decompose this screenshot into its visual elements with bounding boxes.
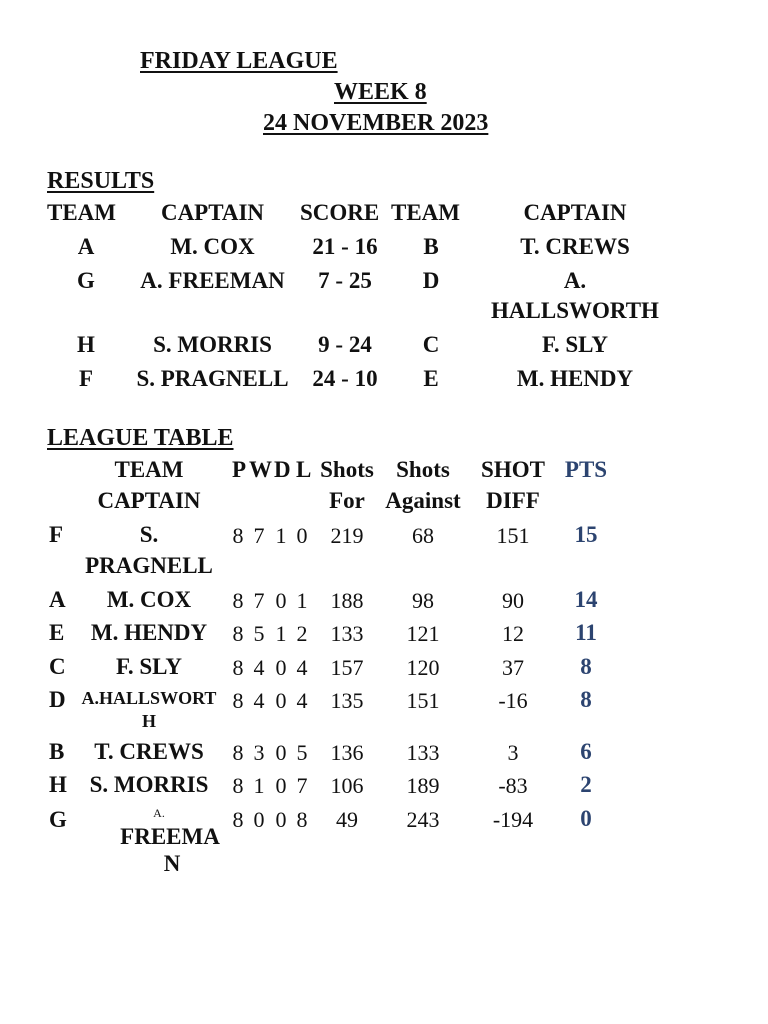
row-captain-line1: S. [139, 522, 159, 547]
row-shot-diff: -194 [492, 807, 534, 832]
row-drawn: 0 [275, 588, 287, 613]
row-lost: 4 [296, 655, 308, 680]
row-team: C [49, 654, 66, 679]
row-shots-against: 120 [406, 655, 440, 680]
results-team-home: G [77, 268, 95, 293]
row-played: 8 [232, 773, 244, 798]
row-played: 8 [232, 588, 244, 613]
row-shots-against: 189 [406, 773, 440, 798]
row-shots-against: 68 [412, 523, 434, 548]
results-header-captain: CAPTAIN [160, 200, 265, 225]
row-captain: T. CREWS [94, 739, 204, 764]
row-drawn: 0 [275, 773, 287, 798]
row-team: D [49, 687, 66, 712]
header-shots-against: Shots [396, 457, 450, 482]
header-shot: SHOT [481, 457, 545, 482]
results-captain-away: T. CREWS [520, 234, 630, 259]
row-shots-for: 133 [330, 621, 364, 646]
row-won: 5 [253, 621, 265, 646]
row-team: E [49, 620, 65, 645]
results-team-home: F [78, 366, 94, 391]
results-team-away: D [422, 268, 440, 293]
row-won: 0 [253, 807, 265, 832]
results-header-score: SCORE [300, 200, 380, 225]
row-points: 6 [580, 739, 592, 764]
row-won: 7 [253, 588, 265, 613]
row-shot-diff: 90 [502, 588, 524, 613]
row-lost: 0 [296, 523, 308, 548]
results-header-team: TEAM [47, 200, 116, 225]
results-captain-away-line1: A. [563, 268, 587, 293]
row-captain-line2: H [141, 711, 156, 731]
row-points: 8 [580, 687, 592, 712]
row-team: F [49, 522, 64, 547]
results-captain-home: A. FREEMAN [140, 268, 285, 293]
row-captain-line2: FREEMA [120, 824, 220, 849]
results-team-away: B [423, 234, 439, 259]
row-shots-against: 121 [406, 621, 440, 646]
row-points: 8 [580, 654, 592, 679]
row-drawn: 0 [275, 688, 287, 713]
row-drawn: 1 [275, 523, 287, 548]
row-shots-for: 157 [330, 655, 364, 680]
row-shot-diff: 3 [507, 740, 519, 765]
row-shots-against: 151 [406, 688, 440, 713]
row-drawn: 0 [275, 740, 287, 765]
row-shots-for: 188 [330, 588, 364, 613]
header-for: For [329, 488, 365, 513]
row-team: B [49, 739, 65, 764]
row-lost: 2 [296, 621, 308, 646]
results-header-team-2: TEAM [391, 200, 460, 225]
results-team-away: C [422, 332, 440, 357]
row-captain: F. SLY [115, 654, 183, 679]
row-drawn: 0 [275, 807, 287, 832]
results-captain-home: S. MORRIS [153, 332, 272, 357]
results-captain-home: S. PRAGNELL [136, 366, 289, 391]
row-played: 8 [232, 655, 244, 680]
row-lost: 5 [296, 740, 308, 765]
header-against: Against [385, 488, 461, 513]
row-shots-against: 98 [412, 588, 434, 613]
row-points: 14 [574, 587, 598, 612]
row-lost: 1 [296, 588, 308, 613]
league-title: FRIDAY LEAGUE [140, 48, 338, 74]
row-played: 8 [232, 621, 244, 646]
row-points: 15 [574, 522, 598, 547]
row-shots-for: 135 [330, 688, 364, 713]
row-shots-against: 133 [406, 740, 440, 765]
row-shots-for: 49 [336, 807, 358, 832]
row-shot-diff: -16 [498, 688, 528, 713]
week-label: WEEK 8 [334, 79, 427, 105]
results-team-away: E [423, 366, 439, 391]
row-won: 4 [253, 688, 265, 713]
results-section-title: RESULTS [47, 168, 155, 194]
row-lost: 7 [296, 773, 308, 798]
row-captain: S. MORRIS [89, 772, 209, 797]
results-captain-away: M. HENDY [516, 366, 634, 391]
row-shot-diff: 12 [502, 621, 524, 646]
row-shot-diff: 37 [502, 655, 524, 680]
row-played: 8 [232, 688, 244, 713]
row-drawn: 1 [275, 621, 287, 646]
results-team-home: H [77, 332, 95, 357]
results-score: 21 - 16 [312, 234, 378, 259]
row-points: 0 [580, 806, 592, 831]
results-score: 24 - 10 [312, 366, 378, 391]
row-won: 4 [253, 655, 265, 680]
results-header-captain-2: CAPTAIN [523, 200, 627, 225]
row-captain-line3: N [163, 851, 181, 876]
results-score: 7 - 25 [318, 268, 372, 293]
row-shots-against: 243 [406, 807, 440, 832]
results-captain-away: F. SLY [541, 332, 609, 357]
header-lost: L [296, 457, 312, 482]
row-captain-line1: A.HALLSWORT [81, 688, 217, 708]
header-played: P [232, 457, 247, 482]
row-played: 8 [232, 807, 244, 832]
row-team: G [49, 807, 67, 832]
row-shot-diff: 151 [496, 523, 530, 548]
header-won: W [249, 457, 272, 482]
row-captain: M. COX [106, 587, 192, 612]
results-captain-home: M. COX [170, 234, 255, 259]
row-played: 8 [232, 740, 244, 765]
row-shots-for: 219 [330, 523, 364, 548]
row-drawn: 0 [275, 655, 287, 680]
row-captain-line1: A. [153, 806, 165, 820]
row-points: 11 [575, 620, 597, 645]
row-team: H [49, 772, 67, 797]
results-score: 9 - 24 [318, 332, 372, 357]
row-won: 7 [253, 523, 265, 548]
row-lost: 4 [296, 688, 308, 713]
row-won: 3 [253, 740, 265, 765]
row-captain: M. HENDY [90, 620, 208, 645]
date-label: 24 NOVEMBER 2023 [263, 110, 489, 136]
row-shot-diff: -83 [498, 773, 528, 798]
row-captain-line2: PRAGNELL [85, 553, 213, 578]
header-diff: DIFF [486, 488, 540, 513]
header-captain: CAPTAIN [97, 488, 201, 513]
row-shots-for: 106 [330, 773, 364, 798]
header-pts: PTS [564, 457, 608, 482]
results-team-home: A [77, 234, 95, 259]
header-drawn: D [274, 457, 291, 482]
row-team: A [49, 587, 66, 612]
row-lost: 8 [296, 807, 308, 832]
row-won: 1 [253, 773, 265, 798]
results-captain-away-line2: HALLSWORTH [491, 298, 659, 323]
row-played: 8 [232, 523, 244, 548]
header-shots-for: Shots [320, 457, 374, 482]
row-points: 2 [580, 772, 592, 797]
header-team: TEAM [114, 457, 184, 482]
league-table-title: LEAGUE TABLE [47, 425, 234, 451]
row-shots-for: 136 [330, 740, 364, 765]
